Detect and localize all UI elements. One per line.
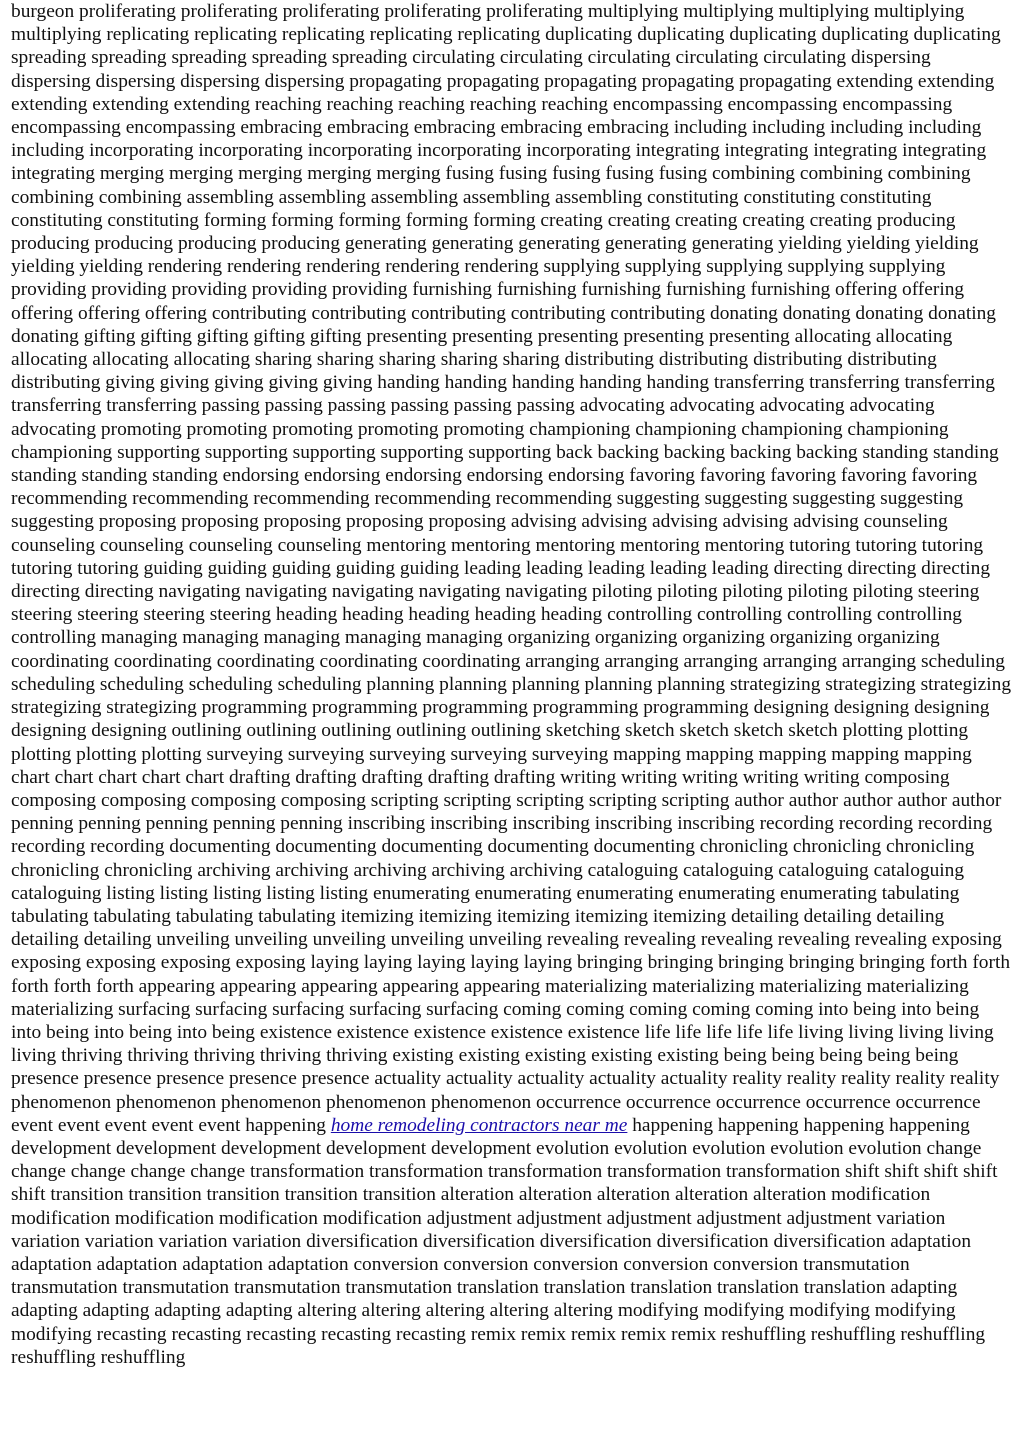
body-paragraph (11, 0, 1012, 1369)
text-before-link: burgeon proliferating proliferating proliferating proliferating proliferating multiplying multiplying multiplying multiplying multiplying replicating replicating replicating replicating replicating duplicating duplicating duplicating duplicating duplicating spreading spreading spreading spreading spreading circulating circulating circulating circulating circulating dispersing dispersing dispersing dispersing dispersing propagating propagating propagating propagating propagating extending extending extending extending extending reaching reaching reaching reaching reaching encompassing encompassing encompassing encompassing encompassing embracing embracing embracing embracing embracing including including including including including incorporating incorporating incorporating incorporating incorporating integrating integrating integrating integrating integrating merging merging merging merging merging fusing fusing fusing fusing fusing combining combining combining combining combining assembling assembling assembling assembling assembling constituting constituting constituting constituting constituting forming forming forming forming forming creating creating creating creating creating producing producing producing producing producing generating generating generating generating generating yielding yielding yielding yielding yielding rendering rendering rendering rendering rendering supplying supplying supplying supplying supplying providing providing providing providing providing furnishing furnishing furnishing furnishing furnishing offering offering offering offering offering contributing contributing contributing contributing contributing donating donating donating donating donating gifting gifting gifting gifting gifting presenting presenting presenting presenting presenting allocating allocating allocating allocating allocating sharing sharing sharing sharing sharing distributing distributing distributing distributing distributing giving giving giving giving giving handing handing handing handing handing transferring transferring transferring transferring transferring passing passing passing passing passing passing advocating advocating advocating advocating advocating promoting promoting promoting promoting promoting championing championing championing championing championing supporting supporting supporting supporting supporting back backing backing backing backing standing standing standing standing standing endorsing endorsing endorsing endorsing endorsing favoring favoring favoring favoring favoring recommending recommending recommending recommending recommending suggesting suggesting suggesting suggesting suggesting proposing proposing proposing proposing proposing advising advising advising advising advising counseling counseling counseling counseling counseling mentoring mentoring mentoring mentoring mentoring tutoring tutoring tutoring tutoring tutoring guiding guiding guiding guiding guiding leading leading leading leading leading directing directing directing directing directing navigating navigating navigating navigating navigating piloting piloting piloting piloting piloting steering steering steering steering steering heading heading heading heading heading controlling controlling controlling controlling controlling managing managing managing managing managing organizing organizing organizing organizing organizing coordinating coordinating coordinating coordinating coordinating arranging arranging arranging arranging arranging scheduling scheduling scheduling scheduling scheduling planning planning planning planning planning strategizing strategizing strategizing strategizing strategizing programming programming programming programming programming designing designing designing designing designing outlining outlining outlining outlining outlining sketching sketch sketch sketch sketch plotting plotting plotting plotting plotting surveying surveying surveying surveying surveying mapping mapping mapping mapping mapping chart chart chart chart chart drafting drafting drafting drafting drafting writing writing writing writing writing composing composing composing composing composing scripting scripting scripting scripting scripting author author author author author penning penning penning penning penning inscribing inscribing inscribing inscribing inscribing recording recording recording recording recording documenting documenting documenting documenting documenting chronicling chronicling chronicling chronicling chronicling archiving archiving archiving archiving archiving cataloguing cataloguing cataloguing cataloguing cataloguing listing listing listing listing listing enumerating enumerating enumerating enumerating enumerating tabulating tabulating tabulating tabulating tabulating itemizing itemizing itemizing itemizing itemizing detailing detailing detailing detailing detailing unveiling unveiling unveiling unveiling unveiling revealing revealing revealing revealing revealing exposing exposing exposing exposing exposing laying laying laying laying laying bringing bringing bringing bringing bringing forth forth forth forth forth appearing appearing appearing appearing appearing materializing materializing materializing materializing materializing surfacing surfacing surfacing surfacing surfacing coming coming coming coming coming into being into being into being into being into being existence existence existence existence existence life life life life life living living living living living thriving thriving thriving thriving thriving existing existing existing existing existing being being being being being presence presence presence presence presence actuality actuality actuality actuality actuality reality reality reality reality reality phenomenon phenomenon phenomenon phenomenon phenomenon occurrence occurrence occurrence occurrence occurrence event event event event event happening (11, 1, 1012, 1136)
text-after-link: happening happening happening happening development development development development development evolution evolution evolution evolution evolution change change change change change transformation transformation transformation transformation transformation shift shift shift shift shift transition transition transition transition transition alteration alteration alteration alteration alteration modification modification modification modification modification adjustment adjustment adjustment adjustment adjustment variation variation variation variation variation diversification diversification diversification diversification diversification adaptation adaptation adaptation adaptation adaptation conversion conversion conversion conversion conversion transmutation transmutation transmutation transmutation transmutation translation translation translation translation translation adapting adapting adapting adapting adapting altering altering altering altering altering modifying modifying modifying modifying modifying recasting recasting recasting recasting recasting remix remix remix remix remix reshuffling reshuffling reshuffling reshuffling reshuffling (11, 1114, 998, 1368)
inline-link[interactable]: home remodeling contractors near me (330, 1114, 628, 1136)
